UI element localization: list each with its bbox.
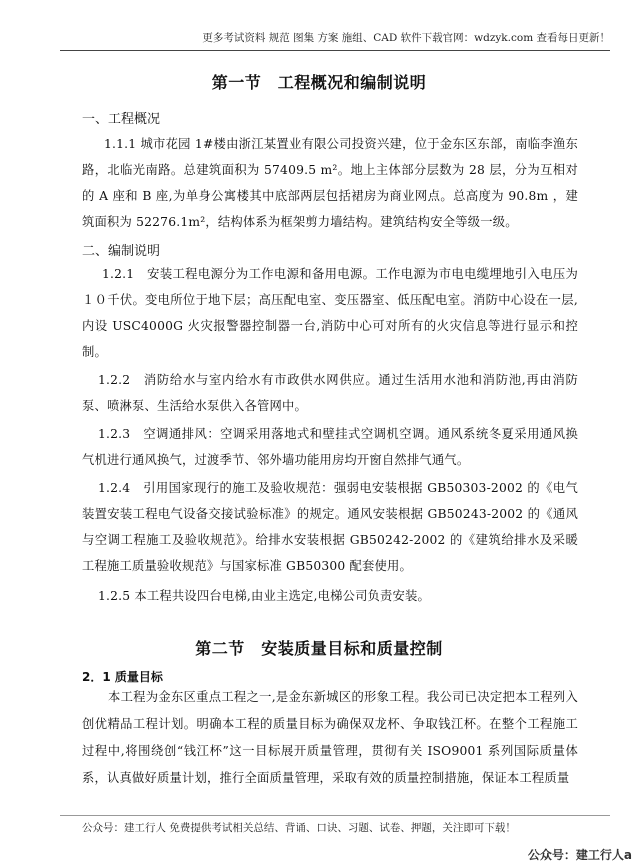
footer-divider [60,815,610,816]
note-paragraph-5: 1.2.5 本工程共设四台电梯,由业主选定,电梯公司负责安装。 [98,589,431,603]
note-paragraph-2: 1.2.2 消防给水与室内给水有市政供水网供应。通过生活用水池和消防池,再由消防泵、喷淋泵、生活给水泵供入各管网中。 [82,373,578,413]
note-paragraph-3: 1.2.3 空调通排风：空调采用落地式和壁挂式空调机空调。通风系统冬夏采用通风换气机进行通风换气，过渡季节、邻外墙功能用房均开窗自然排气通气。 [82,427,578,467]
section2-title: 第二节 安装质量目标和质量控制 [195,639,443,658]
note-paragraph-1: 1.2.1 安装工程电源分为工作电源和备用电源。工作电源为市电电缆埋地引入电压为１０千伏。变电所位于地下层；高压配电室、变压器室、低压配电室。消防中心设在一层,内设 USC4000G 火灾报警器控制器一台,消防中心可对所有的火灾信息等进行显示和控制。 [82,267,578,359]
section1-title: 第一节 工程概况和编制说明 [211,73,427,92]
watermark: 公众号：建工行人a [527,848,632,862]
page-header: 更多考试资料 规范 图集 方案 施组、CAD 软件下载官网：wdzyk.com 查看每日更新！ [60,30,610,51]
overview-heading: 一、工程概况 [82,112,161,127]
quality-goal-heading: 2．1 质量目标 [82,670,163,684]
quality-goal-paragraph: 本工程为金东区重点工程之一,是金东新城区的形象工程。我公司已决定把本工程列入创优精品工程计划。明确本工程的质量目标为确保双龙杯、争取钱江杯。在整个工程施工过程中,将围绕创“钱江杯”这一目标展开质量管理，贯彻有关 ISO9001 系列国际质量体系，认真做好质量计划，推行全面质量管理，采取有效的质量控制措施，保证本工程质量 [82,690,578,785]
note-paragraph-4: 1.2.4 引用国家现行的施工及验收规范：强弱电安装根据 GB50303-2002 的《电气装置安装工程电气设备交接试验标准》的规定。通风安装根据 GB50243-2002 的《通风与空调工程施工及验收规范》。给排水安装根据 GB50242-2002 的《建筑给排水及采暖工程施工质量验收规范》与国家标准 GB50300 配套使用。 [82,481,578,573]
overview-paragraph: 1.1.1 城市花园 1#楼由浙江某置业有限公司投资兴建，位于金东区东部，南临李渔东路，北临光南路。总建筑面积为 57409.5 m²。地上主体部分层数为 28 层，分为互相对的 A 座和 B 座,为单身公寓楼其中底部两层包括裙房为商业网点。总高度为 90.8m ，建筑面积为 52276.1m²，结构体系为框架剪力墙结构。建筑结构安全等级一级。 [82,137,578,229]
page-footer: 公众号：建工行人 免费提供考试相关总结、背诵、口诀、习题、试卷、押题，关注即可下载！ [82,822,516,834]
notes-heading: 二、编制说明 [82,244,161,259]
